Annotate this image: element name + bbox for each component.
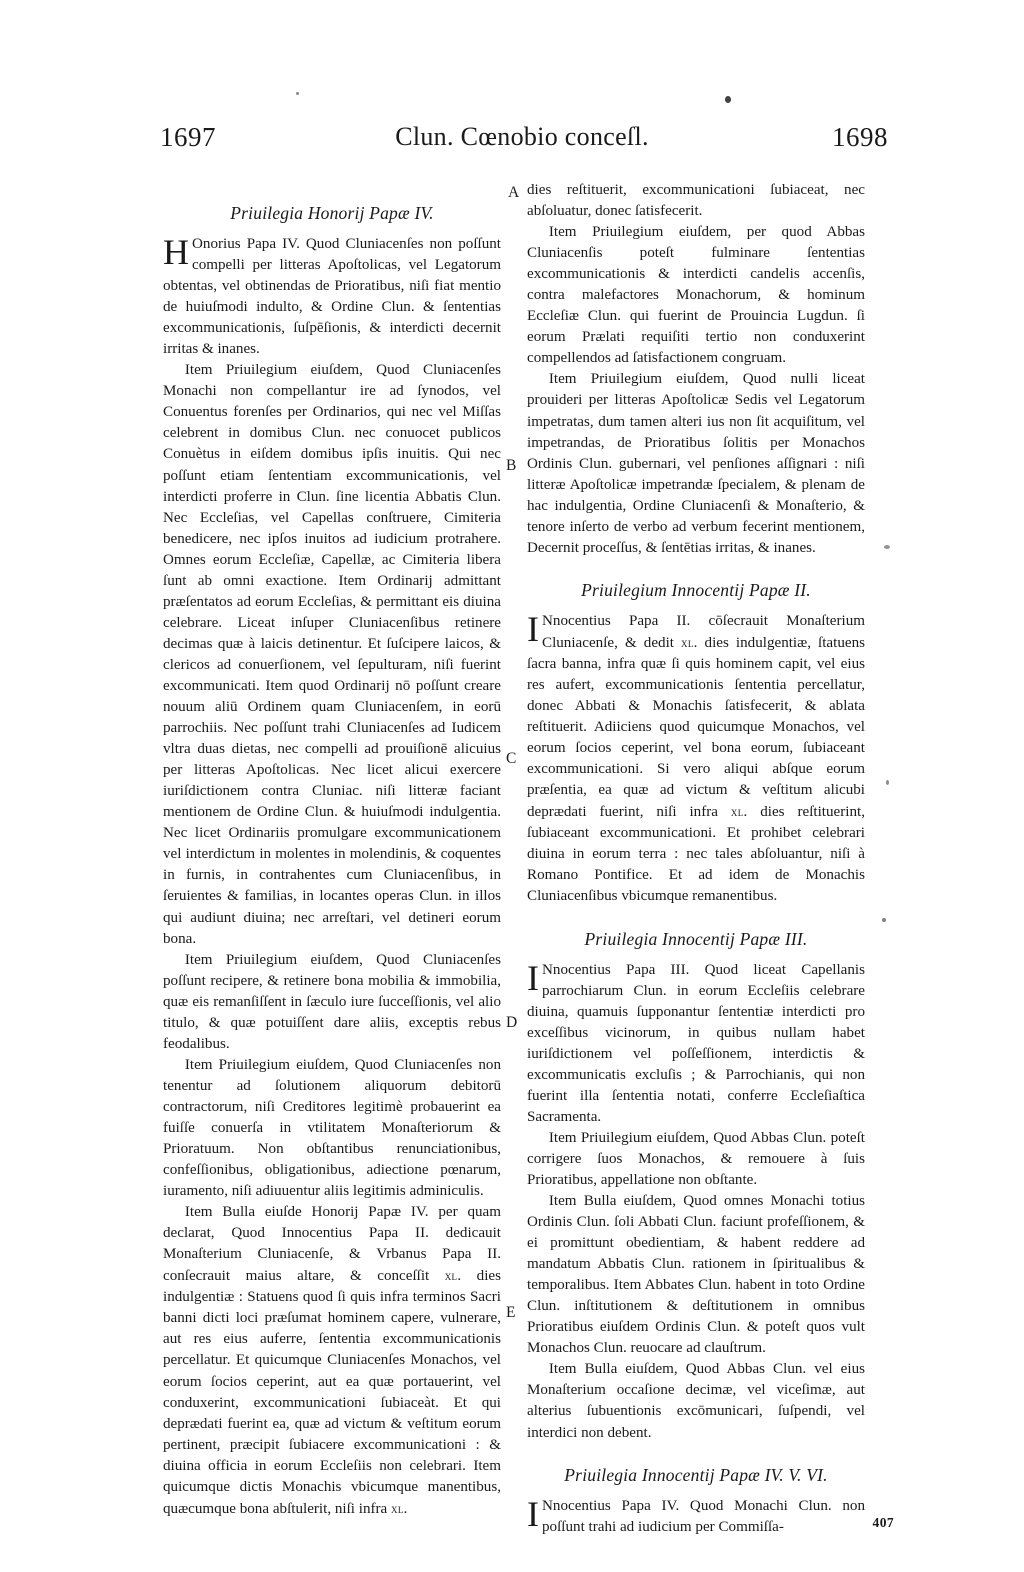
- drop-cap-initial: I: [527, 957, 539, 998]
- paragraph: [527, 957, 865, 1128]
- paragraph: Item Bulla eiuſdem, Quod Abbas Clun. vel eius Monaſterium occaſione decimæ, vel viceſimæ, aut alterius ſubuentionis excōmunicari, ſuſpendi, vel interdici non debent.: [527, 1361, 865, 1441]
- paragraph-text: Nnocentius Papa II. cōſecrauit Monaſterium Cluniacenſe, & dedit: [542, 612, 865, 651]
- page-title: Clun. Cœnobio conceſl.: [395, 122, 649, 151]
- paragraph: Item Priuilegium eiuſdem, Quod nulli liceat prouideri per litteras Apoſtolicæ Sedis vel Legatorum impetratas, dum tamen alteri ius non ſit acquiſitum, vel impetrandas, de Prioratibus ſolitis per Monachos Ordinis Clun. gubernari, vel penſiones aſſignari : niſi litteræ Apoſtolicæ impetrandæ ſpecialem, & plenam de hac indulgentia, Ordine Cluniacenſi & Monaſterio, & tenore inſerto de verbo ad verbum fecerint mentionem, Decernit proceſſus, & ſentētias irritas, & inanes.: [527, 371, 865, 556]
- paragraph-text: Item Bulla eiuſde Honorij Papæ IV. per quam declarat, Quod Innocentius Papa II. dedicauit Monaſterium Cluniacenſe, & Vrbanus Papa II. conſecrauit maius altare, & conceſſit: [163, 1204, 501, 1285]
- paragraph-text: Nnocentius Papa IV. Quod Monachi Clun. non poſſunt trahi ad iudicium per Commiſſa-: [542, 1497, 865, 1535]
- paragraph-text: Onorius Papa IV. Quod Cluniacenſes non poſſunt compelli per litteras Apoſtolicas, vel Legatorum obtentas, vel obtinendas de Prioratibus, niſi fiat mentio de huiuſmodi indulto, & Ordine Clun. & ſententias excommunicationis, ſuſpēſionis, & interdicti decernit irritas & inanes.: [163, 236, 501, 358]
- scan-speck: [725, 96, 731, 103]
- paragraph: [527, 608, 865, 908]
- paragraph-text: Nnocentius Papa III. Quod liceat Capellanis parrochiarum Clun. in eorum Eccleſiis celebrare diuina, quamuis ſupponantur ſententiæ interdicti pro exceſſibus vicinorum, in quibus nullam habet iuriſdictionem vel poſſeſſionem, interdictis & excommunicatis excluſis ; & Parrochianis, qui non fuerint illa ſententia notati, conferre Eccleſiaſtica Sacramenta.: [527, 961, 865, 1125]
- roman-numeral-xl: xl: [391, 1500, 404, 1516]
- drop-cap-initial: I: [527, 1493, 539, 1534]
- section-heading-honorius-iv: Priuilegia Honorij Papæ IV.: [230, 203, 434, 223]
- text-column-right: [527, 180, 865, 1538]
- paragraph: Item Priuilegium eiuſdem, per quod Abbas Cluniacenſis poteſt fulminare ſententias excommunicationis & interdicti candelis accenſis, contra malefactores Monachorum, & hominum Eccleſiæ Clun. qui fuerint de Prouincia Lugdun. ſi eorum Prælati requiſiti tertio non conduxerint compellendos ad ſatisfactionem congruam.: [527, 224, 865, 367]
- paragraph: [163, 234, 501, 360]
- roman-numeral-xl: xl: [444, 1268, 458, 1284]
- paragraph: Item Priuilegium eiuſdem, Quod Abbas Clun. poteſt corrigere ſuos Monachos, & remouere à ſuis Prioratibus, appellatione non obſtante.: [527, 1129, 865, 1188]
- margin-letter-a: A: [508, 184, 520, 201]
- margin-letter-e: E: [506, 1304, 516, 1321]
- page-body: [0, 180, 1024, 1540]
- paragraph: Item Priuilegium eiuſdem, Quod Cluniacenſes poſſunt recipere, & retinere bona mobilia & immobilia, quæ eis remanſiſſent in ſæculo iure ſucceſſionis, vel alio titulo, & quæ potuiſſent dare aliis, exceptis rebus feodalibus.: [163, 951, 501, 1052]
- drop-cap-initial: I: [527, 608, 539, 649]
- section-heading-innocent-iii: Priuilegia Innocentij Papæ III.: [584, 928, 808, 949]
- page-number: 407: [872, 1515, 894, 1530]
- drop-cap-initial: H: [163, 232, 189, 272]
- roman-numeral-xl: xl: [681, 634, 694, 650]
- paragraph-text: .: [403, 1500, 408, 1517]
- running-head: [152, 122, 892, 164]
- section-heading-innocent-ii: Priuilegium Innocentij Papæ II.: [581, 579, 811, 600]
- scan-speck: [296, 92, 299, 95]
- paragraph-text: . dies indulgentiæ : Statuens quod ſi quis infra terminos Sacri banni dicti loci præſumat hominem capere, vulnerare, aut res eius auferre, ſententia excommunicationis percellatur. Et quicumque Cluniacenſes Monachos, vel eorum ſocios ceperint, aut ea quæ portauerint, vel conduxerint, excommunicationi ſubiaceàt. Et qui deprædati fuerint ea, quæ ad victum & veſtitum eorum pertinent, præcipit ſubiacere excommunicationi : & diuina officia in eorum Eccleſiis non celebrari. Item quicumque dictis Monachis vbicumque manentibus, quæcumque bona abſtulerit, niſi infra: [163, 1268, 501, 1517]
- margin-letter-b: B: [506, 457, 517, 474]
- paragraph: dies reſtituerit, excommunicationi ſubiaceat, nec abſoluatur, donec ſatisfecerit.: [527, 182, 865, 220]
- text-column-left: [163, 202, 501, 1520]
- paragraph-text: . dies reſtituerint, ſubiaceant excommunicationi. Et prohibet celebrari diuina in eorum terra : nec tales abſoluantur, niſi à Romano Pontifice. Et ad idem de Monachis Cluniacenſibus vbicumque remanentibus.: [527, 804, 865, 905]
- paragraph: Item Priuilegium eiuſdem, Quod Cluniacenſes Monachi non compellantur ire ad ſynodos, vel Conuentus forenſes per Ordinarios, qui nec vel Miſſas celebrent in domibus Clun. nec conuocet publicos Conuètus in eiſdem domibus ipſis inuitis. Qui nec poſſunt etiam ſententiam excommunicationis, vel interdicti proferre in Clun. ſine licentia Abbatis Clun. Nec Eccleſias, vel Capellas conſtruere, Cimiteria benedicere, nec ipſos inuitos ad iudicium protrahere. Omnes eorum Eccleſiæ, Capellæ, ac Cimiteria libera ſunt ab omni exactione. Item Ordinarij admittant præſentatos ad eorum Eccleſias, & permittant eis diuina celebrare. Liceat inſuper Cluniacenſibus retinere decimas quæ à laicis detinentur. Et ſuſcipere laicos, & clericos ad conuerſionem, vel ſepulturam, niſi fuerint excommunicati. Item quod Ordinarij nō poſſunt creare nouum aliū Ordinem quam Cluniacenſem, in eorū parrochiis. Nec poſſunt trahi Cluniacenſes ad Iudicem vltra duas dietas, nec compelli ad prouiſionē alicuius per litteras Apoſtolicas. Nec licet alicui exercere iuriſdictionem contra Cluniac. niſi litteræ faciant mentionem de Ordine Clun. & huiuſmodi indulgentia. Nec licet Ordinariis promulgare excommunicationem vel interdictum in molentes in molendinis, & coquentes in furnis, in contrahentes cum Cluniacenſibus, in ſeruientes & familias, in locantes operas Clun. in illos qui audiunt diuina; nec arreſtari, vel detineri eorum bona.: [163, 362, 501, 947]
- folio-number-right: 1698: [832, 122, 888, 152]
- paragraph: [527, 1493, 865, 1538]
- paragraph: [163, 1202, 501, 1520]
- paragraph: Item Bulla eiuſdem, Quod omnes Monachi totius Ordinis Clun. ſoli Abbati Clun. faciunt profeſſionem, & ei promittunt obedientiam, & habent reddere ad mandatum Abbatis Clun. rationem in ſpiritualibus & temporalibus. Item Abbates Clun. habent in toto Ordine Clun. inſtitutionem & deſtitutionem in omnibus Prioratibus eiuſdem Ordinis Clun. & poteſt quos vult Monachos Clun. reuocare ad clauſtrum.: [527, 1193, 865, 1357]
- margin-letter-d: D: [506, 1014, 518, 1031]
- section-heading-innocent-iv-v-vi: Priuilegia Innocentij Papæ IV. V. VI.: [564, 1464, 828, 1485]
- folio-number-left: 1697: [160, 122, 216, 152]
- paragraph: Item Priuilegium eiuſdem, Quod Cluniacenſes non tenentur ad ſolutionem aliquorum debitorū contractorum, niſi Creditores legitimè probauerint ea fuiſſe conuerſa in vtilitatem Monaſteriorum & Prioratuum. Non obſtantibus renunciationibus, confeſſionibus, obligationibus, adiectione pœnarum, iuramento, niſi adiuuentur aliis legitimis adminiculis.: [163, 1056, 501, 1200]
- paragraph-text: . dies indulgentiæ, ſtatuens ſacra banna, infra quæ ſi quis hominem capit, vel eius res aufert, excommunicationis ſententia percellatur, donec Abbati & Monachis ſatisfecerit, & ablata reſtituerit. Adiiciens quod quicumque Monachos, vel eorum ſocios ceperint, vel bona eorum, ſubiaceant excommunicationi. Si vero aliqui abſque eorum præſentia, ea quæ ad victum & veſtitum alicubi deprædati fuerint, niſi infra: [527, 634, 865, 821]
- margin-letter-c: C: [506, 750, 517, 767]
- roman-numeral-xl: xl: [730, 804, 744, 820]
